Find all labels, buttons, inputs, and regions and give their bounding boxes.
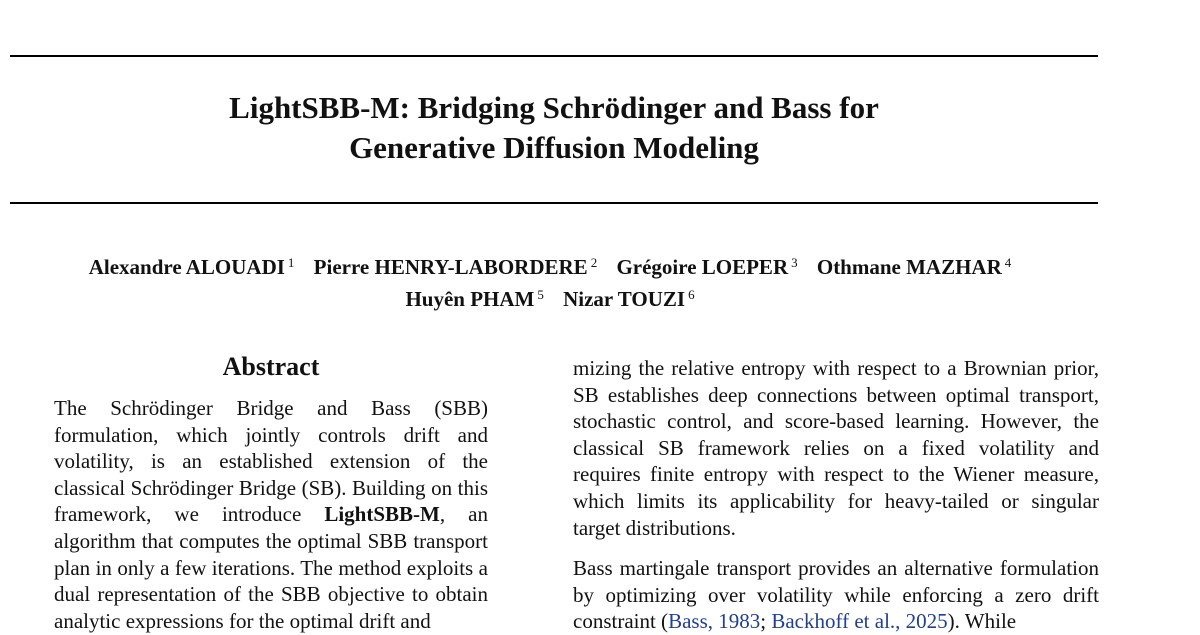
abstract-paragraph: The Schrödinger Bridge and Bass (SBB) formulation, which jointly controls drift and volatility, is an established extension of the classical Schrödinger Bridge (SB). Building on this framework, we introduce LightSBB-M, an algorithm that computes the optimal SBB transport plan in only a few iterations. The method exploits a dual representation of the SBB objective to obtain analytic expressions for the optimal drift and (54, 396, 488, 633)
abstract-body (54, 395, 488, 634)
right-column-body (573, 355, 1099, 635)
title-line-2: Generative Diffusion Modeling (349, 130, 759, 165)
author: Nizar TOUZI $^6$ (563, 287, 695, 311)
abstract-heading: Abstract (222, 352, 320, 381)
author-row-2 (0, 281, 1100, 313)
body-paragraph: Bass martingale transport provides an alternative formulation by optimizing over volatility while enforcing a zero drift constraint (Bass, 1983; Backhoff et al., 2025). While (573, 556, 1099, 634)
method-name: LightSBB-M (324, 502, 440, 527)
affiliation-mark: 1 (287, 255, 295, 270)
citation-link[interactable]: Backhoff et al., 2025 (771, 609, 948, 634)
affiliation-mark: 3 (791, 255, 798, 270)
author-row-1 (0, 249, 1100, 281)
body-paragraph: mizing the relative entropy with respect to a Brownian prior, SB establishes deep connections between optimal transport, stochastic control, and score-based learning. However, the classical SB framework relies on a fixed volatility and requires finite entropy with respect to the Wiener measure, which limits its applicability for heavy-tailed or singular target distributions. (573, 356, 1099, 540)
title-line-1: LightSBB-M: Bridging Schrödinger and Bass for (229, 90, 879, 125)
author: Othmane MAZHAR $^4$ (816, 255, 1012, 279)
author: Huyên PHAM $^5$ (405, 287, 544, 311)
affiliation-mark: 2 (590, 255, 598, 270)
affiliation-mark: 6 (688, 287, 695, 302)
author: Pierre HENRY-LABORDERE $^2$ (313, 255, 598, 279)
author: Alexandre ALOUADI $^1$ (88, 255, 295, 279)
citation-link[interactable]: Bass, 1983 (668, 609, 761, 634)
author-list (0, 249, 1100, 313)
paper-title (0, 88, 1108, 168)
affiliation-mark: 4 (1004, 255, 1012, 270)
title-bottom-rule (10, 202, 1098, 204)
affiliation-mark: 5 (537, 287, 544, 302)
author: Grégoire LOEPER $^3$ (616, 255, 798, 279)
title-top-rule (10, 55, 1098, 57)
